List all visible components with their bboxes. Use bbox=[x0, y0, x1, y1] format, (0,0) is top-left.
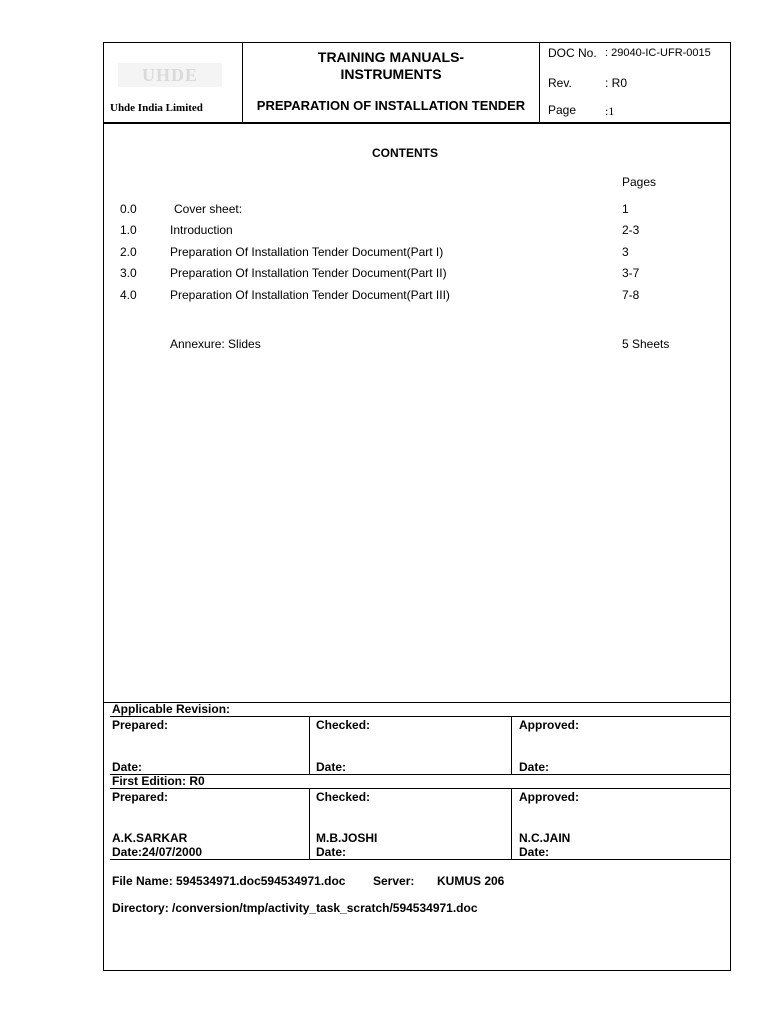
item-title: Introduction bbox=[170, 223, 233, 237]
title-line-2: INSTRUMENTS bbox=[340, 66, 442, 82]
item-pages: 7-8 bbox=[622, 288, 640, 302]
item-number: 1.0 bbox=[120, 223, 137, 237]
title-line-1: TRAINING MANUALS- bbox=[317, 49, 465, 65]
approved-by-name: N.C.JAIN bbox=[519, 831, 571, 845]
first-edition-bottom-rule bbox=[110, 859, 731, 860]
item-number: 0.0 bbox=[120, 202, 137, 216]
first-edition-label: First Edition: R0 bbox=[112, 774, 205, 788]
first-edition-checked-label: Checked: bbox=[316, 790, 371, 804]
item-pages: 2-3 bbox=[622, 223, 640, 237]
document-subtitle: PREPARATION OF INSTALLATION TENDER bbox=[256, 98, 526, 113]
page-label: Page bbox=[548, 103, 577, 117]
header-bottom-rule bbox=[103, 122, 731, 124]
checked-by-name: M.B.JOSHI bbox=[316, 831, 378, 845]
first-edition-prepared-label: Prepared: bbox=[112, 790, 169, 804]
approved-date: Date: bbox=[519, 845, 550, 859]
doc-no-label: DOC No. bbox=[548, 46, 597, 60]
file-name: File Name: 594534971.doc594534971.doc bbox=[112, 874, 346, 888]
company-name: Uhde India Limited bbox=[110, 102, 203, 114]
annexure-pages: 5 Sheets bbox=[622, 337, 670, 351]
item-number: 3.0 bbox=[120, 266, 137, 280]
item-number: 2.0 bbox=[120, 245, 137, 259]
revision-approved-label: Approved: bbox=[519, 718, 579, 732]
first-edition-approved-label: Approved: bbox=[519, 790, 579, 804]
checked-date: Date: bbox=[316, 845, 347, 859]
item-title: Preparation Of Installation Tender Document(Part III) bbox=[170, 288, 450, 302]
prepared-by-name: A.K.SARKAR bbox=[112, 831, 188, 845]
server-label: Server: bbox=[373, 874, 415, 888]
rev-label: Rev. bbox=[548, 76, 572, 90]
item-title: Preparation Of Installation Tender Document(Part II) bbox=[170, 266, 447, 280]
item-pages: 3 bbox=[622, 245, 629, 259]
item-title: Preparation Of Installation Tender Document(Part I) bbox=[170, 245, 444, 259]
revision-prepared-date: Date: bbox=[112, 760, 143, 774]
annexure-label: Annexure: Slides bbox=[170, 337, 261, 351]
first-edition-col-divider-2 bbox=[511, 788, 512, 859]
company-logo: UHDE bbox=[118, 63, 222, 87]
first-edition-col-divider-1 bbox=[309, 788, 310, 859]
item-title: Cover sheet: bbox=[174, 202, 243, 216]
revision-checked-label: Checked: bbox=[316, 718, 371, 732]
item-pages: 1 bbox=[622, 202, 629, 216]
doc-no-value: : 29040-IC-UFR-0015 bbox=[605, 47, 711, 59]
directory-path: Directory: /conversion/tmp/activity_task_scratch/594534971.doc bbox=[112, 901, 478, 915]
rev-value: : R0 bbox=[605, 76, 628, 90]
revision-col-divider-1 bbox=[309, 716, 310, 774]
applicable-revision-label: Applicable Revision: bbox=[112, 702, 231, 716]
revision-col-divider-2 bbox=[511, 716, 512, 774]
page-value: :1 bbox=[605, 104, 615, 118]
revision-checked-date: Date: bbox=[316, 760, 347, 774]
first-edition-header-rule bbox=[110, 788, 731, 789]
document-title bbox=[243, 49, 539, 83]
item-number: 4.0 bbox=[120, 288, 137, 302]
contents-heading: CONTENTS bbox=[372, 146, 438, 160]
pages-column-header: Pages bbox=[622, 175, 657, 189]
revision-prepared-label: Prepared: bbox=[112, 718, 169, 732]
revision-header-rule bbox=[110, 716, 731, 717]
revision-approved-date: Date: bbox=[519, 760, 550, 774]
item-pages: 3-7 bbox=[622, 266, 640, 280]
prepared-date: Date:24/07/2000 bbox=[112, 845, 203, 859]
server-value: KUMUS 206 bbox=[437, 874, 505, 888]
header-divider-right bbox=[539, 42, 540, 124]
